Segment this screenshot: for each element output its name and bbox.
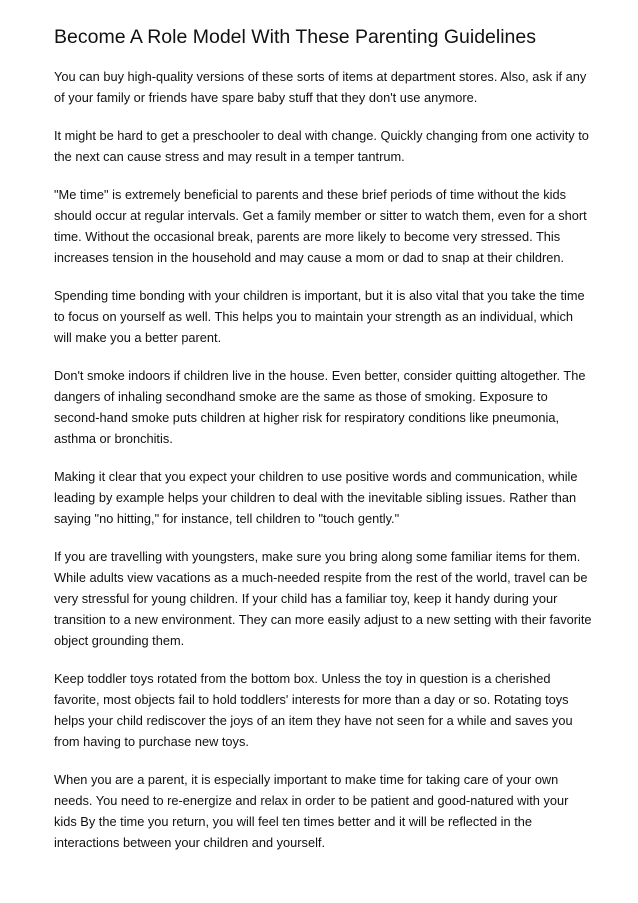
- paragraph: Keep toddler toys rotated from the bottom box. Unless the toy in question is a cherished favorite, most objects fail to hold toddlers' interests for more than a day or so. Rotating toys helps your child rediscover the joys of an item they have not seen for a while and saves you from having to purchase new toys.: [54, 671, 573, 749]
- paragraph: It might be hard to get a preschooler to deal with change. Quickly changing from one activity to the next can cause stress and may result in a temper tantrum.: [54, 128, 589, 164]
- paragraph: If you are travelling with youngsters, make sure you bring along some familiar items for them. While adults view vacations as a much-needed respite from the rest of the world, travel can be very stressful for young children. If your child has a familiar toy, keep it handy during your transition to a new environment. They can more easily adjust to a new setting with their favorite object grounding them.: [54, 549, 592, 648]
- document-title: Become A Role Model With These Parenting Guidelines: [54, 26, 536, 48]
- paragraph: When you are a parent, it is especially important to make time for taking care of your own needs. You need to re-energize and relax in order to be patient and good-natured with your kids By the time you return, you will feel ten times better and it will be reflected in the interactions between your children and yourself.: [54, 772, 569, 850]
- paragraph: "Me time" is extremely beneficial to parents and these brief periods of time without the kids should occur at regular intervals. Get a family member or sitter to watch them, even for a short time. Without the occasional break, parents are more likely to become very stressed. This increases tension in the household and may cause a mom or dad to snap at their children.: [54, 187, 587, 265]
- paragraph: Don't smoke indoors if children live in the house. Even better, consider quitting altogether. The dangers of inhaling secondhand smoke are the same as those of smoking. Exposure to second-hand smoke puts children at higher risk for respiratory conditions like pneumonia, asthma or bronchitis.: [54, 368, 586, 446]
- paragraph: Spending time bonding with your children is important, but it is also vital that you take the time to focus on yourself as well. This helps you to maintain your strength as an individual, which will make you a better parent.: [54, 288, 585, 345]
- paragraph: You can buy high-quality versions of these sorts of items at department stores. Also, ask if any of your family or friends have spare baby stuff that they don't use anymore.: [54, 69, 587, 105]
- document-page: [54, 24, 594, 870]
- paragraph: Making it clear that you expect your children to use positive words and communication, while leading by example helps your children to deal with the inevitable sibling issues. Rather than saying "no hitting," for instance, tell children to "touch gently.": [54, 469, 578, 526]
